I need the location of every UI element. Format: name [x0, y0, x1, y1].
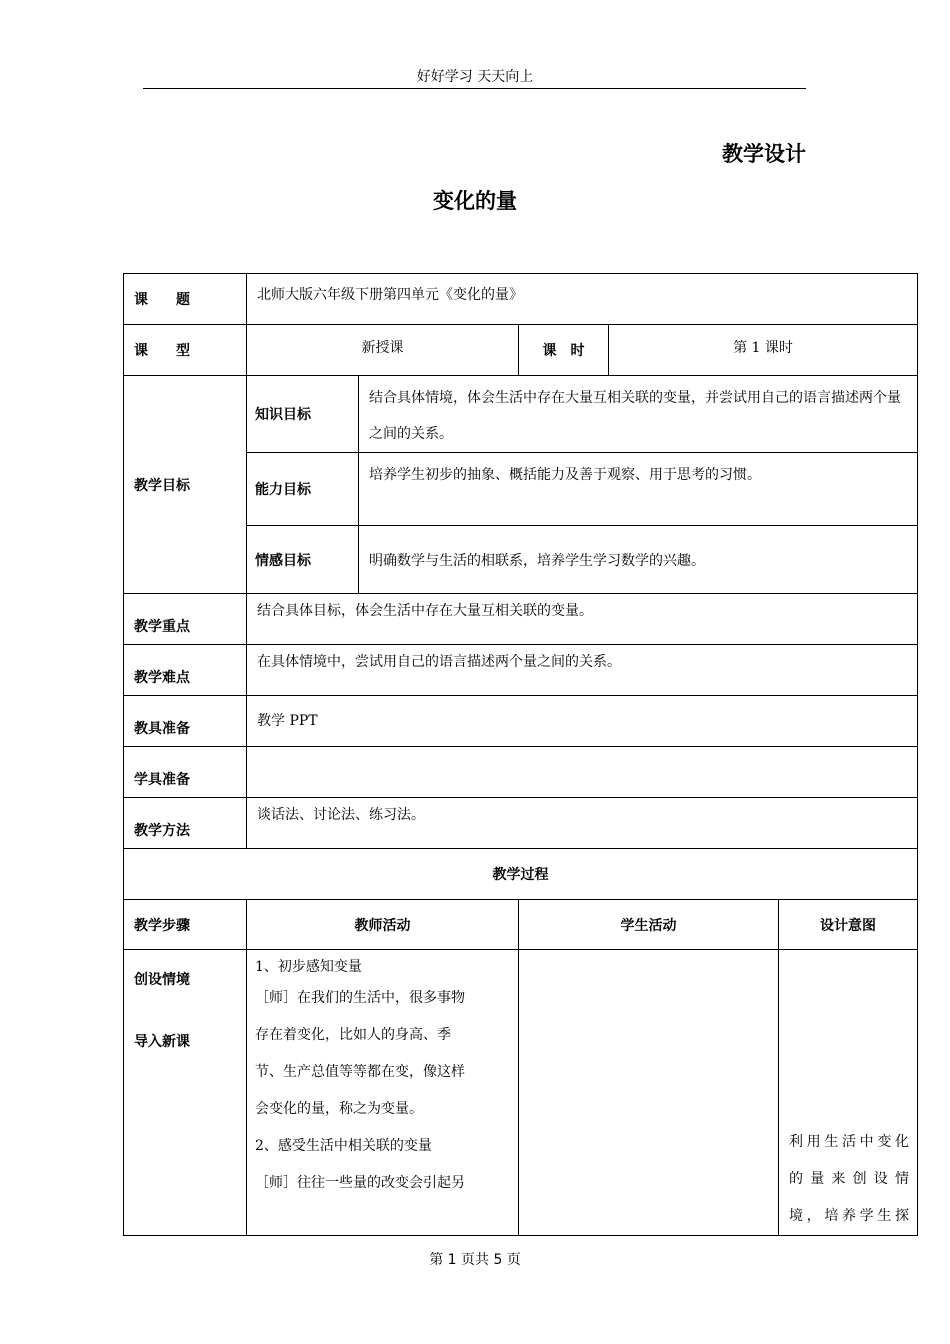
- step-1-student-activity: [519, 950, 779, 1236]
- row-teacher-tools: [124, 696, 918, 747]
- page-footer: 第 1 页共 5 页: [429, 1252, 521, 1268]
- step-1-design-intent: [779, 950, 918, 1236]
- teacher-line: 2、感受生活中相关联的变量: [255, 1138, 432, 1154]
- row-student-tools: [124, 747, 918, 798]
- step-1-line-1: 创设情境: [134, 972, 190, 988]
- row-step-1: [124, 950, 918, 1236]
- teacher-line: 1、初步感知变量: [255, 959, 362, 975]
- type-value: 新授课: [247, 325, 519, 376]
- teacher-line: 存在着变化，比如人的身高、季: [255, 1027, 451, 1043]
- row-process-title: [124, 849, 918, 900]
- method-value: 谈话法、讨论法、练习法。: [247, 798, 918, 849]
- document-type: 教学设计: [722, 142, 806, 166]
- lesson-plan-table: [123, 273, 918, 1236]
- row-type: [124, 325, 918, 376]
- teacher-line: 节、生产总值等等都在变，像这样: [255, 1064, 465, 1080]
- page-header: 好好学习 天天向上: [416, 69, 534, 85]
- col-student-header: 学生活动: [519, 900, 779, 950]
- period-value: 第 1 课时: [609, 325, 918, 376]
- period-label: 课 时: [519, 325, 609, 376]
- row-method: [124, 798, 918, 849]
- document-title: 变化的量: [433, 189, 517, 213]
- emotion-label: 情感目标: [247, 526, 359, 594]
- goals-label: 教学目标: [124, 376, 247, 594]
- student-tools-label: 学具准备: [124, 747, 247, 798]
- row-knowledge: [124, 376, 918, 453]
- row-process-header: [124, 900, 918, 950]
- key-value: 结合具体目标，体会生活中存在大量互相关联的变量。: [247, 594, 918, 645]
- row-key: [124, 594, 918, 645]
- teacher-tools-value: 教学 PPT: [247, 696, 918, 747]
- process-title: 教学过程: [124, 849, 918, 900]
- ability-value: 培养学生初步的抽象、概括能力及善于观察、用于思考的习惯。: [359, 453, 918, 526]
- col-step-header: 教学步骤: [124, 900, 247, 950]
- ability-label: 能力目标: [247, 453, 359, 526]
- teacher-tools-label: 教具准备: [124, 696, 247, 747]
- intent-line: 利用生活中变化: [789, 1134, 909, 1150]
- col-teacher-header: 教师活动: [247, 900, 519, 950]
- knowledge-label: 知识目标: [247, 376, 359, 453]
- step-1-label: [124, 950, 247, 1236]
- key-label: 教学重点: [124, 594, 247, 645]
- teacher-line: ［师］在我们的生活中，很多事物: [255, 990, 465, 1006]
- topic-value: 北师大版六年级下册第四单元《变化的量》: [247, 274, 918, 325]
- intent-line: 境，培养学生探: [789, 1208, 909, 1224]
- step-1-teacher-activity: [247, 950, 519, 1236]
- difficulty-label: 教学难点: [124, 645, 247, 696]
- row-difficulty: [124, 645, 918, 696]
- type-label: 课 型: [124, 325, 247, 376]
- knowledge-value: 结合具体情境，体会生活中存在大量互相关联的变量，并尝试用自己的语言描述两个量之间的关系。: [359, 376, 918, 453]
- row-topic: [124, 274, 918, 325]
- topic-label-text: 课 题: [134, 292, 190, 308]
- col-intent-header: 设计意图: [779, 900, 918, 950]
- teacher-line: 会变化的量，称之为变量。: [255, 1101, 423, 1117]
- student-tools-value: [247, 747, 918, 798]
- topic-label: [124, 274, 247, 325]
- emotion-value: 明确数学与生活的相联系，培养学生学习数学的兴趣。: [359, 526, 918, 594]
- step-1-line-2: 导入新课: [134, 1034, 190, 1050]
- teacher-line: ［师］往往一些量的改变会引起另: [255, 1175, 465, 1191]
- intent-line: 的量来创设情: [789, 1171, 909, 1187]
- method-label: 教学方法: [124, 798, 247, 849]
- difficulty-value: 在具体情境中，尝试用自己的语言描述两个量之间的关系。: [247, 645, 918, 696]
- header-divider: [143, 88, 806, 89]
